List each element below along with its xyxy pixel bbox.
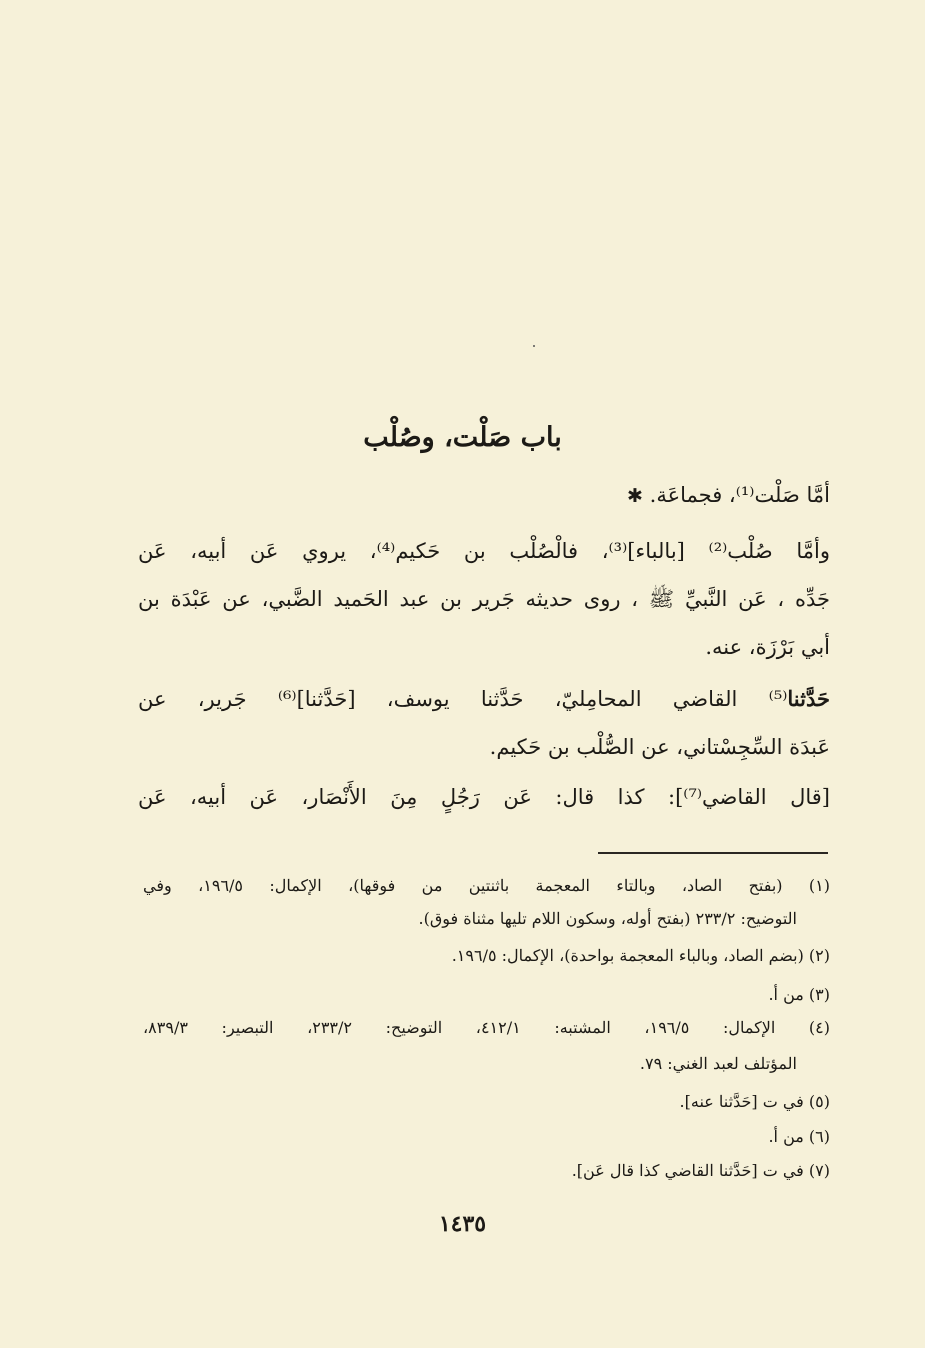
- footnote-divider: [598, 852, 828, 854]
- paragraph-3-lead: حَدَّثنا: [787, 686, 830, 711]
- paragraph-4-line-1: [قال القاضي⁽⁷⁾]: كذا قال: عَن رَجُلٍ مِنَ الأَنْصَار، عَن أبيه، عَن: [138, 785, 830, 809]
- paragraph-1-text: أمَّا صَلْت⁽¹⁾، فجماعَة.: [649, 483, 830, 507]
- footnote-4-line-2: المؤتلف لعبد الغني: ٧٩.: [639, 1054, 797, 1073]
- footnote-3: (٣) من أ.: [768, 985, 830, 1004]
- footnote-6: (٦) من أ.: [768, 1127, 830, 1146]
- footnote-5: (٥) في ت [حَدَّثنا عنه].: [679, 1092, 830, 1111]
- footnote-4-line-1: (٤) الإكمال: ١٩٦/٥، المشتبه: ٤١٢/١، التوضيح: ٢٣٣/٢، التبصير: ٨٣٩/٣،: [143, 1018, 831, 1037]
- paragraph-1-line-1: [138, 476, 830, 515]
- chapter-title: باب صَلْت، وصُلْب: [363, 422, 562, 453]
- paragraph-3-line-2: عَبدَة السِّجِسْتاني، عن الصُّلْب بن حَكيم.: [489, 735, 830, 759]
- star-marker: ✱: [627, 485, 643, 507]
- paragraph-2-line-3: أبي بَرْزَة، عنه.: [705, 635, 830, 659]
- footnote-2: (٢) (بضم الصاد، وبالباء المعجمة بواحدة)، الإكمال: ١٩٦/٥.: [451, 946, 830, 965]
- paragraph-3-line-1: [138, 680, 830, 718]
- footnote-1-line-2: التوضيح: ٢٣٣/٢ (بفتح أوله، وسكون اللام تليها مثناة فوق).: [418, 909, 797, 928]
- paragraph-2-line-2: جَدِّه ، عَن النَّبيِّ ﷺ ، روى حديثه جَرير بن عبد الحَميد الضَّبي، عن عَبْدَة بن: [138, 587, 830, 611]
- footnote-7: (٧) في ت [حَدَّثنا القاضي كذا قال عَن].: [571, 1161, 830, 1180]
- footnote-1-line-1: (١) (بفتح الصاد، وبالتاء المعجمة باثنتين من فوقها)، الإكمال: ١٩٦/٥، وفي: [143, 876, 830, 895]
- ink-speck: [533, 345, 535, 347]
- paragraph-3-line-1-text: ⁽⁵⁾ القاضي المحامِليّ، حَدَّثنا يوسف، [حَدَّثنا]⁽⁶⁾ جَرير، عن: [138, 687, 788, 711]
- paragraph-2-line-1: وأمَّا صُلْب⁽²⁾ [بالباء]⁽³⁾، فالْصُلْب بن حَكيم⁽⁴⁾، يروي عَن أبيه، عَن: [138, 539, 830, 563]
- page-number: ١٤٣٥: [438, 1211, 487, 1237]
